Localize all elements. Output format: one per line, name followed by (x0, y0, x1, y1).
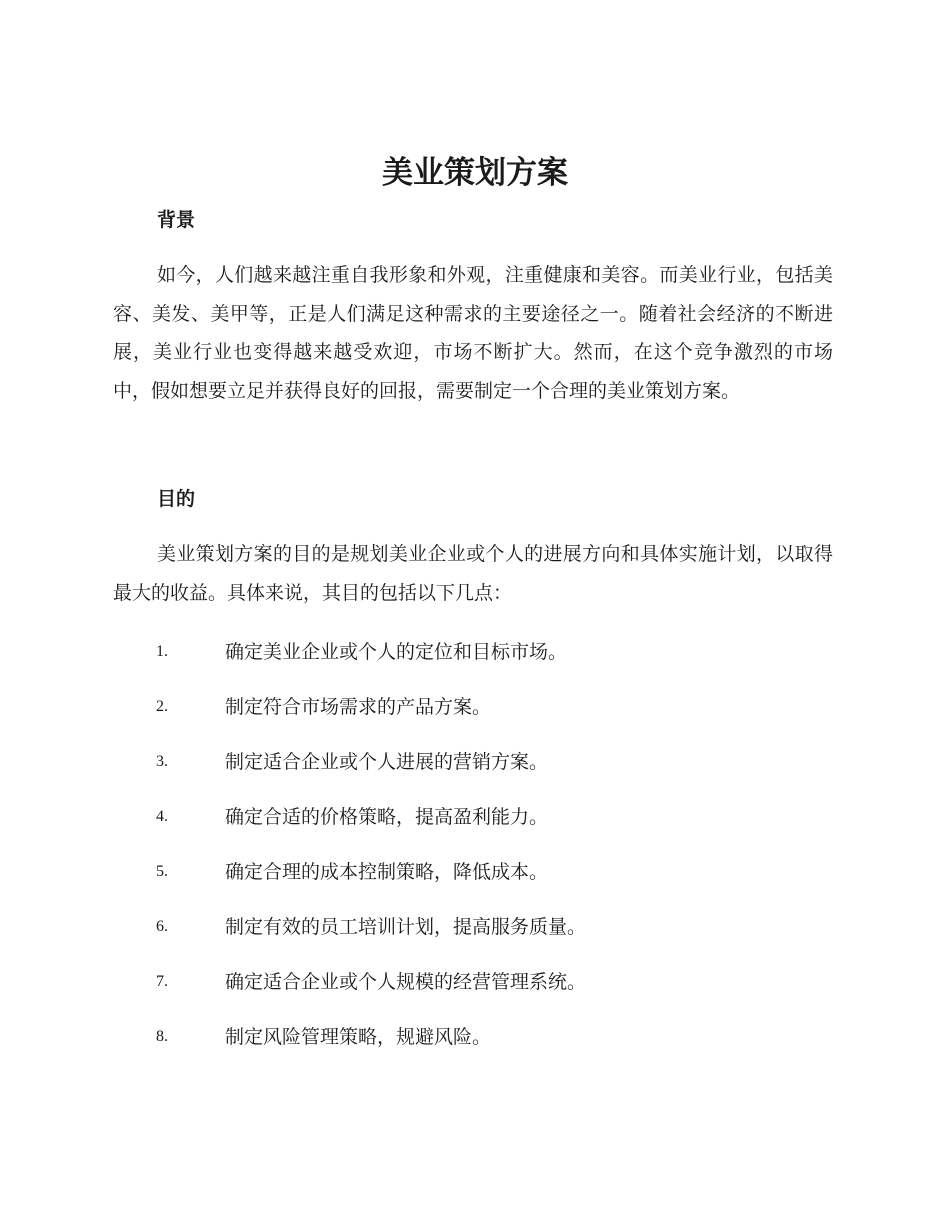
list-number: 7. (156, 973, 168, 990)
list-number: 8. (156, 1028, 168, 1045)
list-text: 确定合适的价格策略，提高盈利能力。 (225, 806, 549, 828)
list-text: 确定合理的成本控制策略，降低成本。 (225, 861, 549, 883)
section-heading-background: 背景 (157, 209, 196, 231)
list-text: 制定符合市场需求的产品方案。 (225, 696, 492, 718)
purpose-paragraph: 美业策划方案的目的是规划美业企业或个人的进展方向和具体实施计划，以取得最大的收益。具体来说，其目的包括以下几点： (113, 543, 833, 604)
list-number: 6. (156, 918, 168, 935)
list-number: 4. (156, 808, 168, 825)
list-item (0, 797, 950, 852)
list-number: 5. (156, 863, 168, 880)
list-item (0, 907, 950, 962)
list-item (0, 742, 950, 797)
background-paragraph: 如今，人们越来越注重自我形象和外观，注重健康和美容。而美业行业，包括美容、美发、美甲等，正是人们满足这种需求的主要途径之一。随着社会经济的不断进展，美业行业也变得越来越受欢迎，市场不断扩大。然而，在这个竞争激烈的市场中，假如想要立足并获得良好的回报，需要制定一个合理的美业策划方案。 (113, 264, 833, 402)
list-item (0, 632, 950, 687)
list-text: 制定有效的员工培训计划，提高服务质量。 (225, 916, 587, 938)
section-heading-purpose: 目的 (157, 488, 196, 510)
list-number: 1. (156, 643, 168, 660)
list-item (0, 687, 950, 742)
document-title: 美业策划方案 (382, 155, 568, 191)
list-item (0, 962, 950, 1017)
list-item (0, 852, 950, 907)
list-text: 确定适合企业或个人规模的经营管理系统。 (225, 971, 587, 993)
goals-list (0, 632, 950, 1072)
list-text: 制定风险管理策略，规避风险。 (225, 1026, 492, 1048)
list-number: 2. (156, 698, 168, 715)
list-number: 3. (156, 753, 168, 770)
list-text: 制定适合企业或个人进展的营销方案。 (225, 751, 549, 773)
list-item (0, 1017, 950, 1072)
list-text: 确定美业企业或个人的定位和目标市场。 (225, 641, 568, 663)
